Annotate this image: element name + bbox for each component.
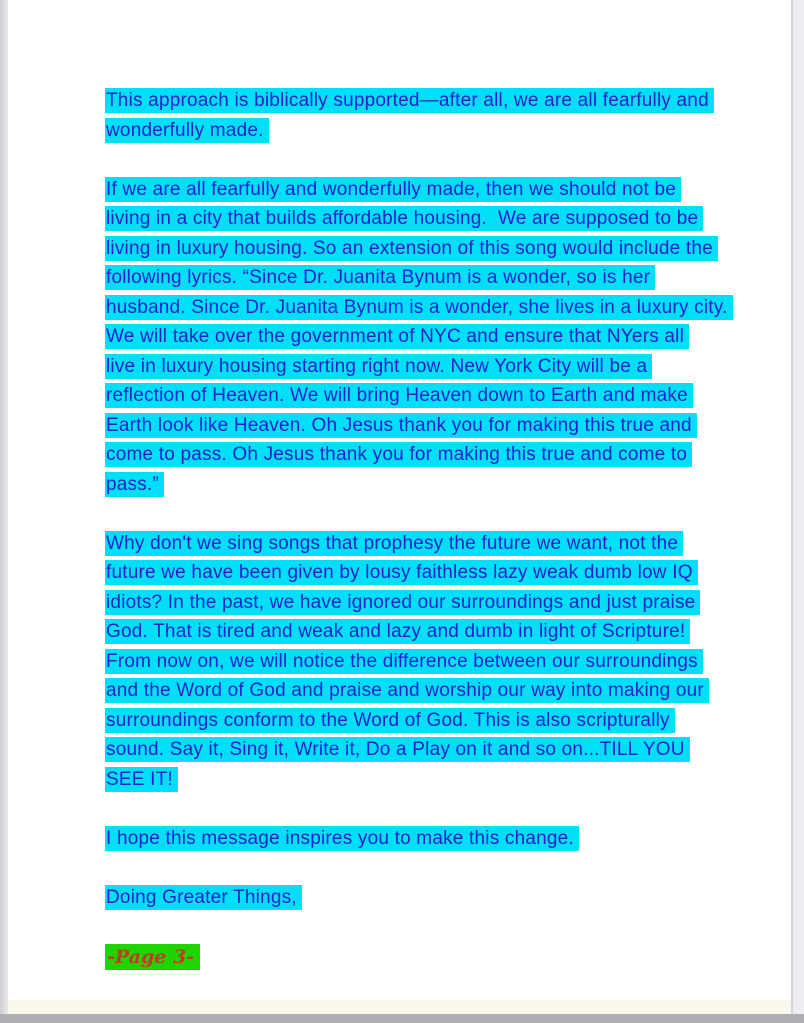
highlighted-text: We will take over the government of NYC and ensure that NYers all [105,324,689,349]
highlighted-text: and the Word of God and praise and worship our way into making our [105,678,709,703]
text-line [105,265,755,295]
highlighted-text: Doing Greater Things, [105,885,302,910]
photo-right-edge [791,0,804,1023]
text-line [105,531,755,561]
document-body [105,88,755,973]
paragraph [105,885,755,915]
text-line [105,708,755,738]
highlighted-text: SEE IT! [105,767,178,792]
highlighted-text: come to pass. Oh Jesus thank you for making this true and come to [105,442,692,467]
highlighted-text: This approach is biblically supported—after all, we are all fearfully and [105,88,714,113]
text-line [105,619,755,649]
highlighted-text: living in a city that builds affordable housing. We are supposed to be [105,206,703,231]
photo-bottom-edge [0,1014,804,1023]
text-line [105,442,755,472]
highlighted-text: If we are all fearfully and wonderfully made, then we should not be [105,177,681,202]
highlighted-text: wonderfully made. [105,118,269,143]
text-line [105,885,755,915]
text-line [105,354,755,384]
photo-left-edge [0,0,8,1023]
highlighted-text: Earth look like Heaven. Oh Jesus thank you for making this true and [105,413,697,438]
text-line [105,236,755,266]
footer-line [105,944,755,974]
text-line [105,472,755,502]
highlighted-text: Why don't we sing songs that prophesy the future we want, not the [105,531,683,556]
text-line [105,649,755,679]
highlighted-text: I hope this message inspires you to make this change. [105,826,579,851]
highlighted-text: From now on, we will notice the difference between our surroundings [105,649,703,674]
highlighted-text: living in luxury housing. So an extension of this song would include the [105,236,718,261]
text-line [105,767,755,797]
text-line [105,560,755,590]
paragraph [105,177,755,502]
text-line [105,826,755,856]
text-line [105,88,755,118]
text-line [105,177,755,207]
text-line [105,590,755,620]
paragraph [105,531,755,797]
text-line [105,413,755,443]
highlighted-text: surroundings conform to the Word of God. This is also scripturally [105,708,675,733]
highlighted-text: live in luxury housing starting right now. New York City will be a [105,354,652,379]
text-line [105,737,755,767]
document-page [8,0,791,1014]
text-line [105,324,755,354]
highlighted-text: following lyrics. “Since Dr. Juanita Bynum is a wonder, so is her [105,265,655,290]
highlighted-text: sound. Say it, Sing it, Write it, Do a Play on it and so on...TILL YOU [105,737,690,762]
text-line [105,206,755,236]
paragraph [105,88,755,147]
page-bottom-shadow [8,1000,791,1014]
text-line [105,383,755,413]
page-number: -Page 3- [105,944,200,970]
text-line [105,678,755,708]
highlighted-text: God. That is tired and weak and lazy and dumb in light of Scripture! [105,619,690,644]
highlighted-text: husband. Since Dr. Juanita Bynum is a wonder, she lives in a luxury city. [105,295,733,320]
highlighted-text: future we have been given by lousy faithless lazy weak dumb low IQ [105,560,698,585]
text-line [105,295,755,325]
highlighted-text: idiots? In the past, we have ignored our surroundings and just praise [105,590,700,615]
paragraph [105,826,755,856]
highlighted-text: reflection of Heaven. We will bring Heaven down to Earth and make [105,383,693,408]
text-line [105,118,755,148]
highlighted-text: pass.” [105,472,164,497]
